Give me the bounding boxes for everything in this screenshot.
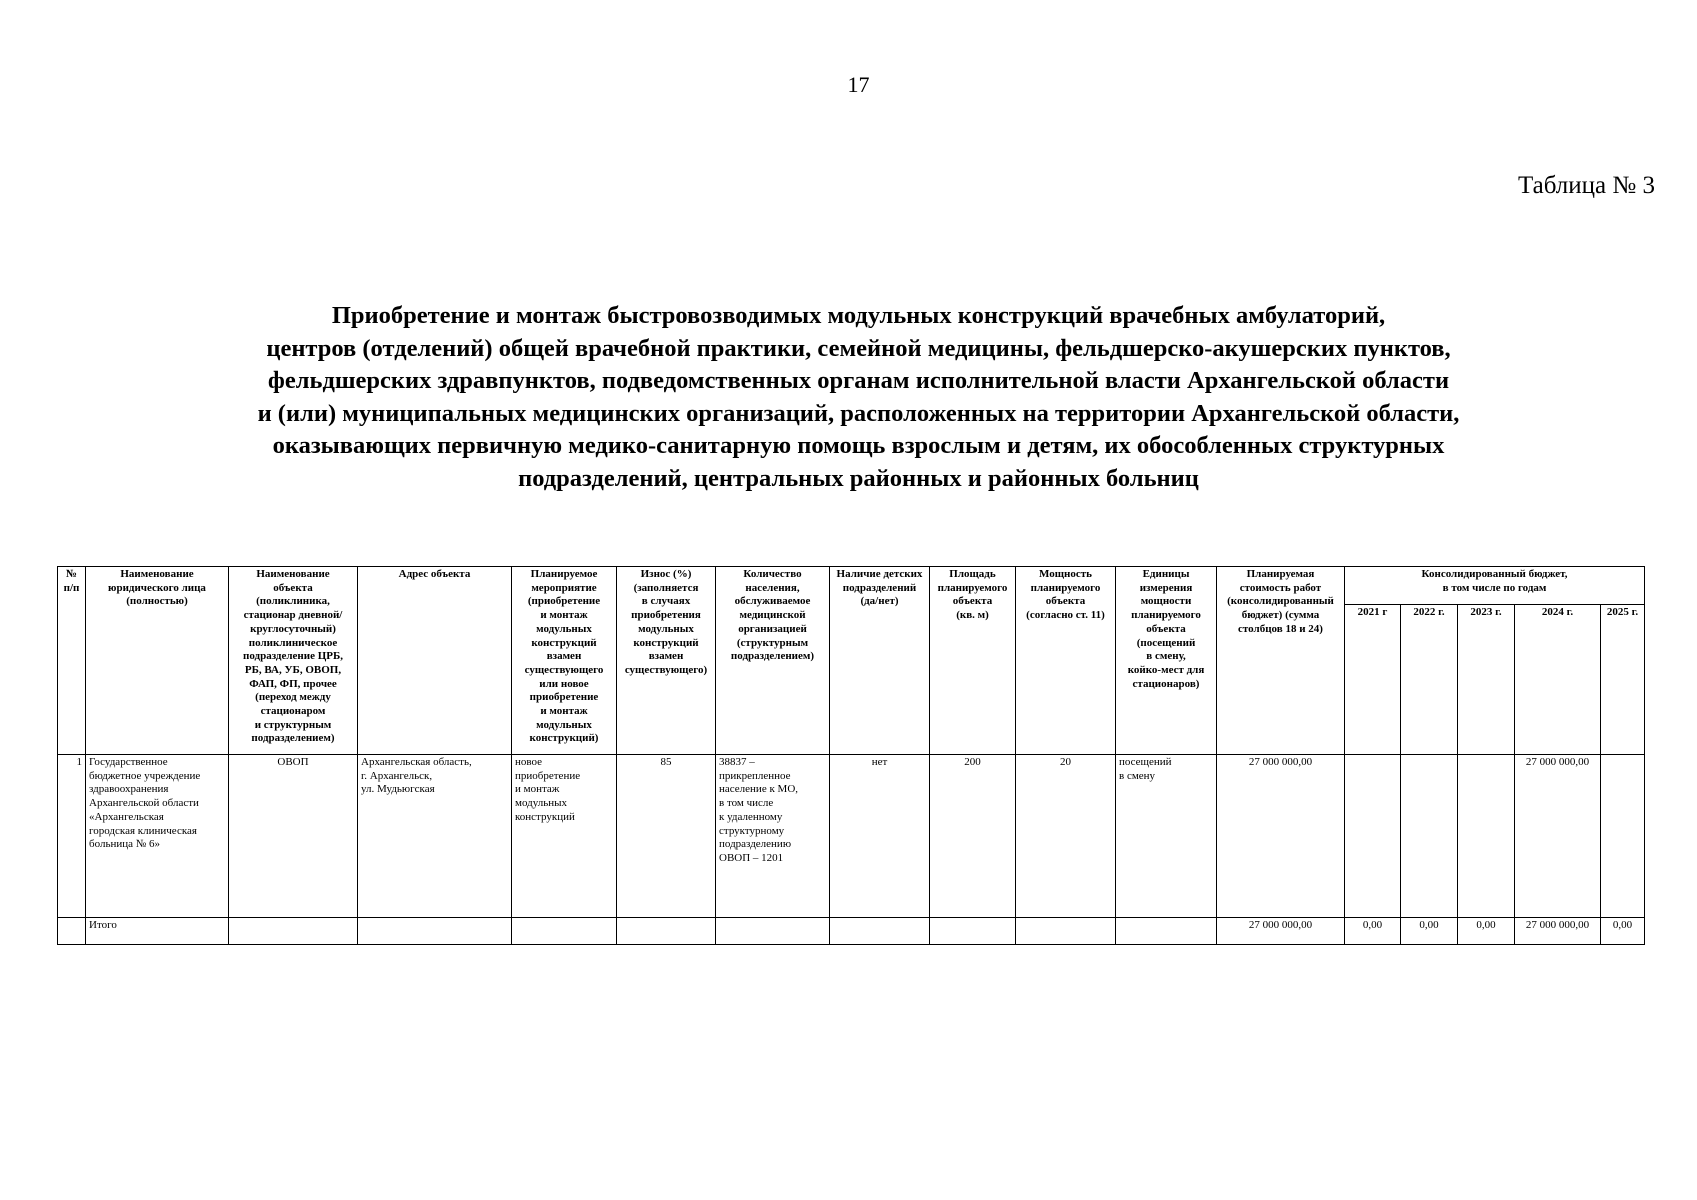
cell-empty — [1116, 918, 1217, 945]
header-planned-cost: Планируемая стоимость работ (консолидированный бюджет) (сумма столбцов 18 и 24) — [1217, 567, 1345, 755]
cell-year-2024: 27 000 000,00 — [1515, 755, 1601, 918]
cell-planned-cost: 27 000 000,00 — [1217, 755, 1345, 918]
header-year-2021: 2021 г — [1345, 605, 1401, 755]
total-year-2025: 0,00 — [1601, 918, 1645, 945]
header-population: Количество населения, обслуживаемое медицинской организацией (структурным подразделением) — [716, 567, 830, 755]
title-line: и (или) муниципальных медицинских организаций, расположенных на территории Архангельской области, — [257, 399, 1460, 427]
header-num: № п/п — [58, 567, 86, 755]
cell-year-2022 — [1401, 755, 1458, 918]
header-legal-entity: Наименование юридического лица (полностью) — [86, 567, 229, 755]
cell-empty — [830, 918, 930, 945]
cell-children-units: нет — [830, 755, 930, 918]
header-children-units: Наличие детских подразделений (да/нет) — [830, 567, 930, 755]
header-year-2024: 2024 г. — [1515, 605, 1601, 755]
header-budget-group: Консолидированный бюджет, в том числе по годам — [1345, 567, 1645, 605]
header-year-2025: 2025 г. — [1601, 605, 1645, 755]
cell-num: 1 — [58, 755, 86, 918]
cell-year-2021 — [1345, 755, 1401, 918]
title-line: центров (отделений) общей врачебной практики, семейной медицины, фельдшерско-акушерских пунктов, — [266, 334, 1451, 362]
table-label: Таблица № 3 — [1517, 172, 1655, 199]
total-year-2023: 0,00 — [1458, 918, 1515, 945]
cell-address: Архангельская область, г. Архангельск, ул. Мудьюгская — [358, 755, 512, 918]
cell-legal-entity: Государственное бюджетное учреждение здравоохранения Архангельской области «Архангельская городская клиническая больница № 6» — [86, 755, 229, 918]
header-planned-event: Планируемое мероприятие (приобретение и монтаж модульных конструкций взамен существующего или новое приобретение и монтаж модульных конструкций) — [512, 567, 617, 755]
cell-empty — [930, 918, 1016, 945]
budget-table — [57, 566, 1645, 945]
document-title — [60, 300, 1657, 495]
cell-empty — [617, 918, 716, 945]
total-label: Итого — [86, 918, 229, 945]
cell-empty — [229, 918, 358, 945]
cell-empty — [512, 918, 617, 945]
cell-object-name: ОВОП — [229, 755, 358, 918]
cell-area: 200 — [930, 755, 1016, 918]
cell-year-2025 — [1601, 755, 1645, 918]
header-year-2023: 2023 г. — [1458, 605, 1515, 755]
table-row — [58, 755, 1645, 918]
header-object-name: Наименование объекта (поликлиника, стационар дневной/ круглосуточный) поликлиническое подразделение ЦРБ, РБ, ВА, УБ, ОВОП, ФАП, ФП, прочее (переход между стационаром и структурным подразделением) — [229, 567, 358, 755]
title-line: Приобретение и монтаж быстровозводимых модульных конструкций врачебных амбулаторий, — [331, 302, 1386, 329]
cell-planned-event: новое приобретение и монтаж модульных конструкций — [512, 755, 617, 918]
total-row — [58, 918, 1645, 945]
header-address: Адрес объекта — [358, 567, 512, 755]
header-wear: Износ (%) (заполняется в случаях приобретения модульных конструкций взамен существующего) — [617, 567, 716, 755]
total-year-2024: 27 000 000,00 — [1515, 918, 1601, 945]
header-year-2022: 2022 г. — [1401, 605, 1458, 755]
cell-units: посещений в смену — [1116, 755, 1217, 918]
total-planned-cost: 27 000 000,00 — [1217, 918, 1345, 945]
header-area: Площадь планируемого объекта (кв. м) — [930, 567, 1016, 755]
total-year-2021: 0,00 — [1345, 918, 1401, 945]
cell-year-2023 — [1458, 755, 1515, 918]
cell-empty — [1016, 918, 1116, 945]
page-number: 17 — [847, 72, 870, 97]
cell-empty — [358, 918, 512, 945]
cell-empty — [58, 918, 86, 945]
total-year-2022: 0,00 — [1401, 918, 1458, 945]
cell-population: 38837 – прикрепленное население к МО, в том числе к удаленному структурному подразделению ОВОП – 1201 — [716, 755, 830, 918]
title-line: оказывающих первичную медико-санитарную помощь взрослым и детям, их обособленных структурных — [272, 432, 1445, 459]
header-capacity: Мощность планируемого объекта (согласно ст. 11) — [1016, 567, 1116, 755]
title-line: подразделений, центральных районных и районных больниц — [518, 464, 1199, 492]
header-units: Единицы измерения мощности планируемого объекта (посещений в смену, койко-мест для стационаров) — [1116, 567, 1217, 755]
cell-empty — [716, 918, 830, 945]
cell-wear: 85 — [617, 755, 716, 918]
cell-capacity: 20 — [1016, 755, 1116, 918]
title-line: фельдшерских здравпунктов, подведомственных органам исполнительной власти Архангельской области — [267, 367, 1450, 394]
